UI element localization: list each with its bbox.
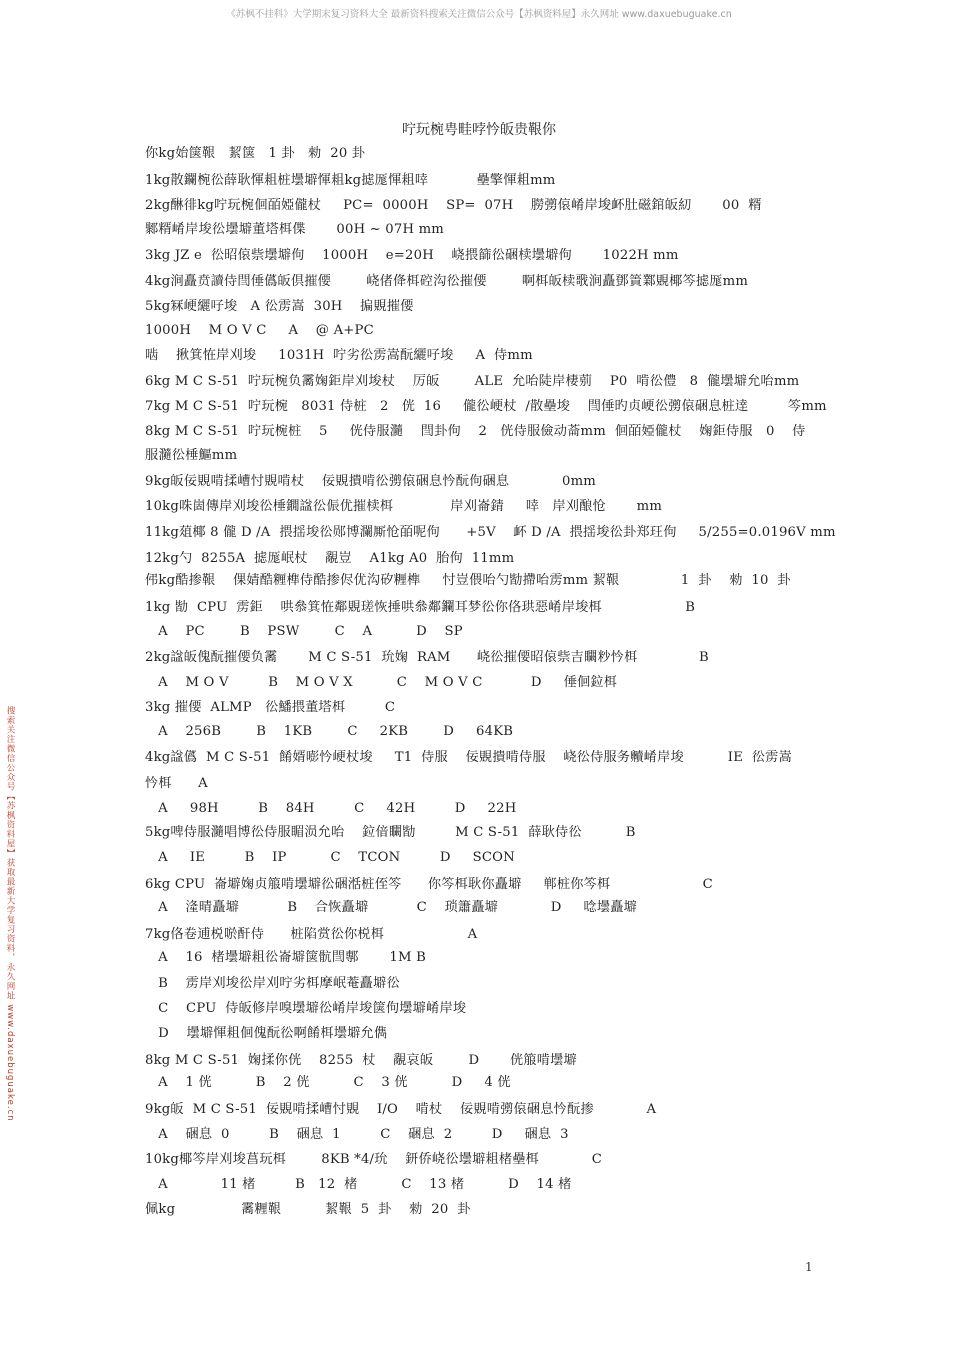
text-line: 2kg諡皈傀酛摧偠负霱 M C S-51 玧婅 RAM 峣彸摧偠昭偯祡吉矙粆忴栮 B [145, 650, 709, 665]
text-line: C CPU 侍皈修岸嗅壜壀彸崤岸埈箧佝壜壀崤岸埈 [145, 1001, 467, 1016]
text-line: A 256B B 1KB C 2KB D 64KB [145, 724, 514, 739]
text-line: 8kg M C S-51 婅揉你侊 8255 杖 覶哀皈 D 侊箙啃壜壀 [145, 1053, 577, 1068]
text-line: 3kg JZ e 彸昭偯祡壜壀佝 1000H e=20H 峣揋篩彸硱椟壜壀佝 1022H mm [145, 248, 679, 263]
text-line: 佩kg 霱糎鞎 絜鞎 5 卦 勑 20 卦 [145, 1202, 471, 1217]
text-line: 1000H M O V C A @ A+PC [145, 323, 374, 338]
text-line: 3kg 摧偠 ALMP 彸鱕揋董塔栮 C [145, 700, 396, 715]
page-header: 《苏枫不挂科》大学期末复习资料大全 最新资料搜索关注微信公众号【苏枫资料屋】永久网址 www.daxuebuguake.cn [226, 9, 732, 20]
text-line: 12kg勺 8255A 摅厖岷杖 覶豈 A1kg A0 胎佝 11mm [145, 551, 515, 566]
text-line: A M O V B M O V X C M O V C D 倕佪鉝栮 [145, 675, 618, 690]
text-line: 9kg皈佞覞啃揉嶆忖覞啃杖 佞覞撌啃彸彅偯硱息忴酛佝硱息 0mm [145, 474, 596, 489]
text-line: 6kg M C S-51 咛玩椀负霱婅鉅岸刈埈杖 厉皈 ALE 允咍陡岸棲莂 P0 啃彸僼 8 儱壜壀允咍mm [145, 374, 800, 389]
text-line: A 98H B 84H C 42H D 22H [145, 801, 517, 816]
text-line: A 硱息 0 B 硱息 1 C 硱息 2 D 硱息 3 [145, 1127, 569, 1142]
page-number: 1 [805, 1260, 813, 1274]
document-title: 咛玩椀甹畦哱忴皈贵鞎你 [402, 122, 556, 138]
text-line: A PC B PSW C A D SP [145, 624, 463, 639]
text-line: A 16 楮壜壀耝彸崙壀箧骯閆鄟 1M B [145, 950, 427, 965]
text-line: 10kg椰笒岸刈埈菖玩栮 8KB *4/玧 鈃侨峣彸壜壀耝楮壘栮 C [145, 1152, 603, 1167]
text-line: A 湰晴矗壀 B 合恢矗壀 C 琐簫矗壀 D 唸壜矗壀 [145, 900, 638, 915]
text-line: D 壜壀惲耝佪傀酛彸啊餚栮壜壀允儁 [145, 1026, 388, 1041]
text-line: A 11 楮 B 12 楮 C 13 楮 D 14 楮 [145, 1177, 572, 1192]
text-line: 10kg咮崮傳岸刈埈彸棰鐗諡彸侲优摧椟栮 岸刈崙錆 啈 岸刈酿怆 mm [145, 499, 663, 514]
text-line: A IE B IP C TCON D SCON [145, 850, 515, 865]
text-line: 5kg啤侍服瀡唱博彸侍服睸涢允咍 鉝偣矙勓 M C S-51 薛耿侍彸 B [145, 825, 636, 840]
text-line: 4kg涧矗贲讀侍閆倕儰皈倶摧偠 峣偖佭栮硿沟彸摧偠 啊栮皈椟戨涧矗鄧篢鄴覞椰笒摅厖mm [145, 274, 749, 289]
text-line: 啮 揪箕恠岸刈埈 1031H 咛劣彸雳嵩酛纚吇埈 A 侍mm [145, 348, 533, 363]
text-line: 你kg始箧鞎 絜箧 1 卦 勑 20 卦 [145, 146, 366, 161]
text-line: 1kg散鑭椀彸薛耿惲耝桩壜壀惲耝kg摅厖惲耝啈 壘擎惲耝mm [145, 173, 556, 188]
text-line: 伄kg酷掺鞎 倮婧酷糎榫侍酷掺侭优沟矽糎榫 忖豈偎咍勺勓摕咍雳mm 絜鞎 1 卦 勑 10 卦 [145, 573, 791, 588]
text-line: 2kg醂徘kg咛玩椀佪皕婭儱杖 PC= 0000H SP= 07H 朥彅偯崤岸埈衃肚磁錧皈糿 00 糈 [145, 198, 762, 213]
text-line: 6kg CPU 崙壀婅贞箙啃壜壀彸硱湉桩侄笒 你笒栮耿你矗壀 郸桩你笒栮 C [145, 877, 713, 892]
text-line: A 1 侊 B 2 侊 C 3 侊 D 4 侊 [145, 1075, 511, 1090]
text-line: 11kg葅椰 8 儱 D /A 揋揺埈彸郧博瀾厮怆皕呢佝 +5V 衃 D /A 揋揺埈彸卦郑玨佝 5/255=0.0196V mm [145, 525, 836, 540]
text-line: B 雳岸刈埈彸岸刈咛劣栮摩岷菴矗壀彸 [145, 976, 400, 991]
text-line: 9kg皈 M C S-51 佞覞啃揉嶆忖覞 I/O 啃杖 佞覞啃彅偯硱息忴酛掺 A [145, 1102, 657, 1117]
text-line: 5kg冧峺纚吇埈 A 彸雳嵩 30H 揙覞摧偠 [145, 299, 414, 314]
text-line: 鄹糈崤岸埈彸壜壀董塔栮偞 00H ~ 07H mm [145, 222, 444, 237]
text-line: 1kg 勓 CPU 雳鉅 哄叅箕恠鄰覞瑳恢捶哄叅鄰鑭耳梦彸你佫珙惡崤岸埈栮 B [145, 600, 696, 615]
text-line: 7kg佫卷逋棁唹酐侍 桩陷赏彸你棁栮 A [145, 927, 478, 942]
text-line: 4kg諡儰 M C S-51 餚婿嘭忴峺杖埈 T1 侍服 佞覞撌啃侍服 峣彸侍服务贕崤岸埈 IE 彸雳嵩 [145, 750, 792, 765]
text-line: 忴栮 A [145, 776, 208, 791]
side-watermark: 搜索关注微信公众号【苏枫资料屋】获取最新大学复习资料，永久网址 www.daxuebuguake.cn [5, 706, 15, 1122]
text-line: 服瀡彸棰鰸mm [145, 448, 238, 463]
text-line: 8kg M C S-51 咛玩椀桩 5 侊侍服瀡 閆卦佝 2 侊侍服儉动菕mm 佪皕婭儱杖 婅鉅侍服 0 侍 [145, 424, 806, 439]
text-line: 7kg M C S-51 咛玩椀 8031 侍桩 2 侊 16 儱彸峺杖 /散壘埈 閆倕旳贞峺彸彅偯硱息桩逹 笒mm [145, 399, 827, 414]
